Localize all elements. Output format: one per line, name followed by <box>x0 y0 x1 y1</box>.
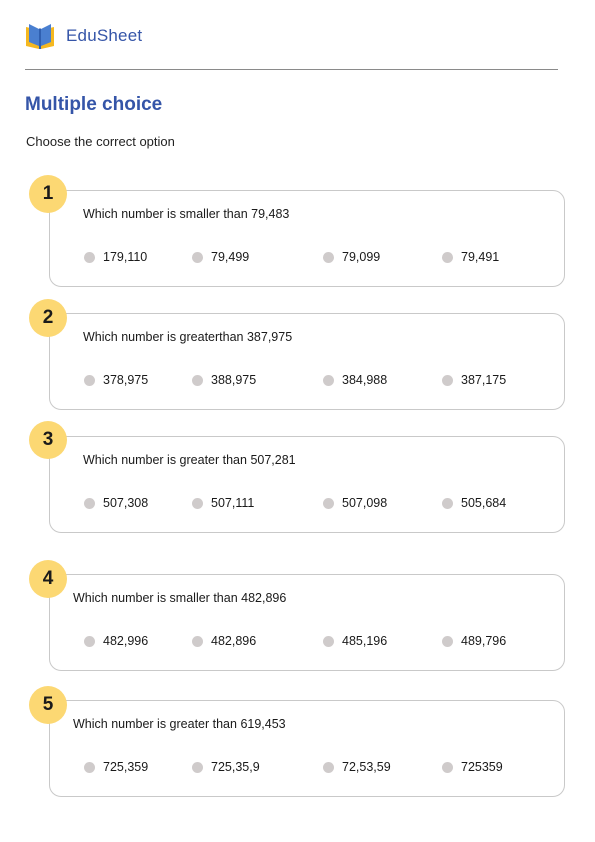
radio-icon[interactable] <box>84 498 95 509</box>
radio-icon[interactable] <box>84 375 95 386</box>
option-label: 725,359 <box>103 760 149 774</box>
option-c[interactable] <box>323 760 391 774</box>
radio-icon[interactable] <box>323 762 334 773</box>
option-label: 507,111 <box>211 496 255 510</box>
question-text: Which number is greaterthan 387,975 <box>83 330 293 344</box>
option-c[interactable] <box>323 496 387 510</box>
radio-icon[interactable] <box>323 636 334 647</box>
page-instruction: Choose the correct option <box>26 134 175 149</box>
question-text: Which number is smaller than 79,483 <box>83 207 290 221</box>
question-card <box>49 436 565 533</box>
option-a[interactable] <box>84 250 147 264</box>
question-card <box>49 190 565 287</box>
brand-name: EduSheet <box>66 26 143 45</box>
option-d[interactable] <box>442 250 499 264</box>
option-label: 378,975 <box>103 373 149 387</box>
book-logo-icon <box>25 22 55 50</box>
radio-icon[interactable] <box>192 762 203 773</box>
radio-icon[interactable] <box>192 636 203 647</box>
option-d[interactable] <box>442 634 506 648</box>
option-label: 79,099 <box>342 250 381 264</box>
option-a[interactable] <box>84 373 148 387</box>
option-d[interactable] <box>442 760 503 774</box>
question-number-badge: 2 <box>29 299 67 337</box>
question-card <box>49 574 565 671</box>
option-label: 72,53,59 <box>342 760 391 774</box>
option-label: 482,996 <box>103 634 149 648</box>
option-b[interactable] <box>192 496 254 510</box>
question-number-badge: 3 <box>29 421 67 459</box>
option-label: 79,491 <box>461 250 500 264</box>
option-b[interactable] <box>192 634 256 648</box>
radio-icon[interactable] <box>84 762 95 773</box>
option-a[interactable] <box>84 760 148 774</box>
radio-icon[interactable] <box>442 252 453 263</box>
option-label: 507,308 <box>103 496 149 510</box>
question-number-badge: 4 <box>29 560 67 598</box>
question-text: Which number is smaller than 482,896 <box>73 591 287 605</box>
radio-icon[interactable] <box>323 252 334 263</box>
radio-icon[interactable] <box>323 375 334 386</box>
option-d[interactable] <box>442 496 506 510</box>
radio-icon[interactable] <box>192 498 203 509</box>
radio-icon[interactable] <box>442 498 453 509</box>
option-label: 179,110 <box>103 250 148 264</box>
option-label: 387,175 <box>461 373 507 387</box>
option-a[interactable] <box>84 496 148 510</box>
option-label: 489,796 <box>461 634 507 648</box>
radio-icon[interactable] <box>192 252 203 263</box>
question-text: Which number is greater than 619,453 <box>73 717 286 731</box>
question-card <box>49 313 565 410</box>
option-b[interactable] <box>192 250 249 264</box>
radio-icon[interactable] <box>442 762 453 773</box>
radio-icon[interactable] <box>192 375 203 386</box>
option-label: 79,499 <box>211 250 250 264</box>
option-label: 482,896 <box>211 634 257 648</box>
option-c[interactable] <box>323 373 387 387</box>
radio-icon[interactable] <box>323 498 334 509</box>
radio-icon[interactable] <box>442 375 453 386</box>
header-divider <box>25 69 558 70</box>
question-number-badge: 5 <box>29 686 67 724</box>
option-d[interactable] <box>442 373 506 387</box>
question-number-badge: 1 <box>29 175 67 213</box>
question-text: Which number is greater than 507,281 <box>83 453 296 467</box>
option-label: 388,975 <box>211 373 257 387</box>
option-label: 505,684 <box>461 496 507 510</box>
page-title: Multiple choice <box>25 94 163 115</box>
option-label: 485,196 <box>342 634 388 648</box>
radio-icon[interactable] <box>442 636 453 647</box>
option-c[interactable] <box>323 634 387 648</box>
option-c[interactable] <box>323 250 380 264</box>
question-card <box>49 700 565 797</box>
option-label: 725,35,9 <box>211 760 260 774</box>
option-label: 725359 <box>461 760 503 774</box>
option-b[interactable] <box>192 373 256 387</box>
radio-icon[interactable] <box>84 252 95 263</box>
radio-icon[interactable] <box>84 636 95 647</box>
option-b[interactable] <box>192 760 260 774</box>
option-label: 507,098 <box>342 496 388 510</box>
option-label: 384,988 <box>342 373 388 387</box>
option-a[interactable] <box>84 634 148 648</box>
